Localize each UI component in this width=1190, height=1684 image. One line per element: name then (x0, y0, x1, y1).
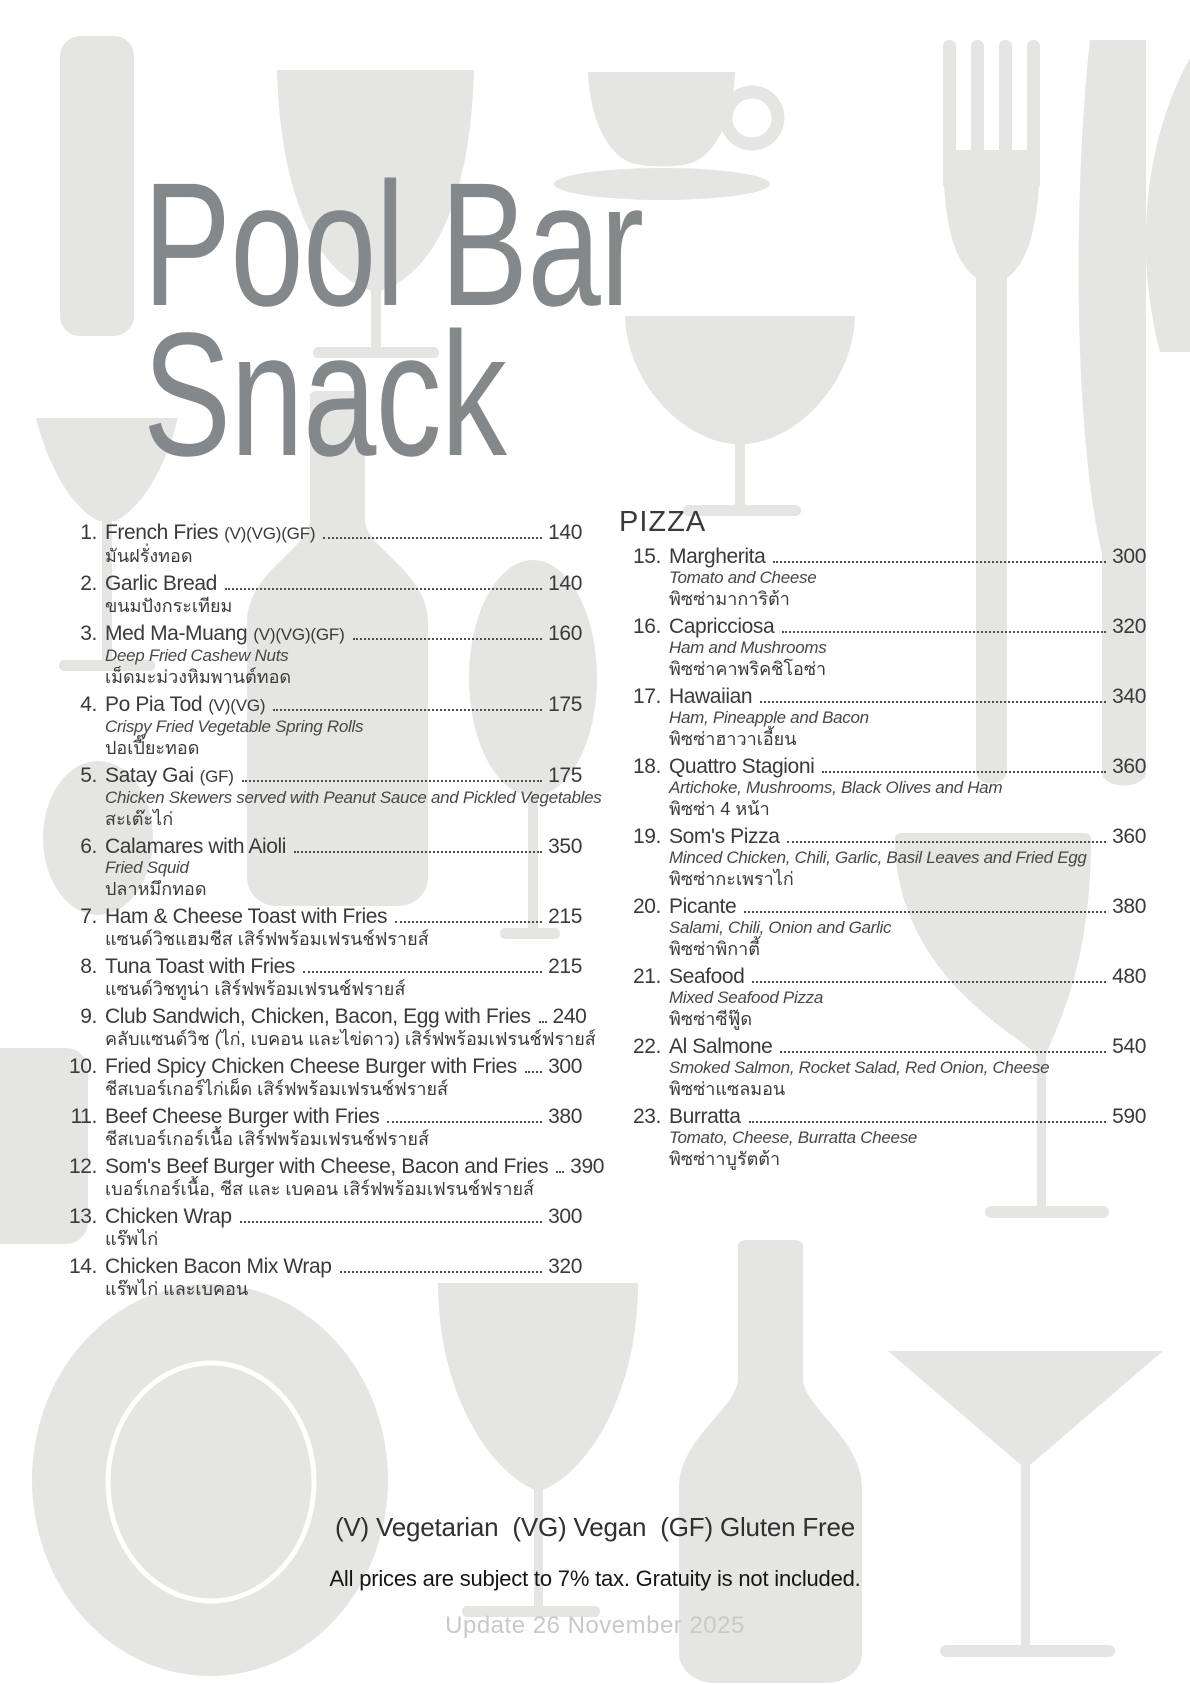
item-row (45, 905, 582, 928)
coupe-glass-silhouette (625, 316, 855, 516)
item-row (45, 764, 582, 788)
pizza-heading: PIZZA (619, 506, 707, 538)
item-description-th: พิซซ่าพิกาตี้ (669, 939, 760, 959)
item-name-text: Seafood (669, 965, 745, 988)
dotted-leader (303, 971, 542, 973)
item-price: 175 (548, 693, 582, 716)
item-name (669, 545, 765, 568)
item-name-text: Margherita (669, 545, 766, 568)
tall-glass-silhouette (60, 36, 134, 336)
dotted-leader (240, 1221, 542, 1223)
item-description-th: พิซซ่าแซลมอน (669, 1079, 786, 1099)
menu-item (45, 1155, 605, 1200)
item-description-th: แร๊พไก่ (105, 1229, 159, 1249)
menu-item (45, 1255, 582, 1300)
item-name-text: Al Salmone (669, 1035, 773, 1058)
menu-item (45, 764, 602, 830)
item-name-text: Chicken Wrap (105, 1205, 232, 1228)
item-description-th: พิซซ่าซีฟู๊ด (669, 1009, 753, 1029)
item-description-th: แซนด์วิชแฮมชีส เสิร์ฟพร้อมเฟรนช์ฟรายส์ (105, 929, 429, 949)
item-row (45, 622, 582, 646)
item-price: 380 (548, 1105, 582, 1128)
menu-item (609, 965, 1146, 1030)
item-row (45, 835, 582, 858)
menu-item (609, 825, 1146, 890)
item-price: 215 (548, 955, 582, 978)
item-description-en: Ham, Pineapple and Bacon (669, 708, 869, 727)
dotted-leader (782, 631, 1106, 633)
item-name (669, 1105, 741, 1128)
item-name-text: Quattro Stagioni (669, 755, 815, 778)
item-name (105, 955, 295, 978)
item-row (609, 825, 1146, 848)
item-description-en: Smoked Salmon, Rocket Salad, Red Onion, Cheese (669, 1058, 1050, 1077)
item-description-th: พิซซ่าาบูรัตต้า (669, 1149, 781, 1169)
item-number: 1. (80, 521, 97, 544)
dotted-leader (242, 780, 542, 782)
item-number: 20. (633, 895, 661, 918)
item-number: 17. (633, 685, 661, 708)
dotted-leader (539, 1021, 547, 1023)
item-description-en: Artichoke, Mushrooms, Black Olives and Ham (669, 778, 1003, 797)
item-description-th: พิซซ่ามาการิต้า (669, 589, 790, 609)
item-description-th: ชีสเบอร์เกอร์เนื้อ เสิร์ฟพร้อมเฟรนช์ฟรายส์ (105, 1129, 429, 1149)
item-name (105, 1055, 517, 1078)
item-name-text: Med Ma-Muang (105, 622, 248, 645)
item-number: 11. (70, 1105, 97, 1128)
item-price: 380 (1112, 895, 1146, 918)
item-name (669, 1035, 772, 1058)
item-row (609, 755, 1146, 778)
dietary-tags: (GF) (199, 767, 234, 786)
item-row (45, 1255, 582, 1278)
item-row (609, 615, 1146, 638)
dotted-leader (752, 981, 1106, 983)
dotted-leader (556, 1171, 564, 1173)
dotted-leader (749, 1121, 1107, 1123)
pizza-column (609, 505, 1146, 1175)
item-number: 15. (633, 545, 661, 568)
dotted-leader (822, 771, 1106, 773)
menu-item (609, 895, 1146, 960)
item-name-text: Hawaiian (669, 685, 753, 708)
corner-curve-silhouette (1146, 58, 1190, 352)
item-name (105, 1005, 531, 1028)
item-price: 350 (548, 835, 582, 858)
dotted-leader (395, 921, 542, 923)
item-name (669, 825, 779, 848)
title-line-1: Pool Bar (143, 146, 644, 343)
item-price: 320 (1112, 615, 1146, 638)
item-description-en: Minced Chicken, Chili, Garlic, Basil Leaves and Fried Egg (669, 848, 1087, 867)
item-description-en: Crispy Fried Vegetable Spring Rolls (105, 717, 364, 736)
item-name (105, 572, 217, 595)
item-description-th: แซนด์วิชทูน่า เสิร์ฟพร้อมเฟรนช์ฟรายส์ (105, 979, 406, 999)
item-name-text: Tuna Toast with Fries (105, 955, 296, 978)
item-price: 540 (1112, 1035, 1146, 1058)
item-price: 480 (1112, 965, 1146, 988)
item-number: 5. (80, 764, 97, 787)
menu-item (45, 622, 582, 688)
item-number: 19. (633, 825, 661, 848)
item-number: 10. (69, 1055, 97, 1078)
item-description-th: ปอเปี๊ยะทอด (105, 738, 200, 758)
item-name (105, 622, 345, 646)
dotted-leader (353, 638, 543, 640)
title-line-2: Snack (143, 296, 507, 493)
item-name-text: Som's Beef Burger with Cheese, Bacon and Fries (105, 1155, 549, 1178)
dotted-leader (780, 1051, 1106, 1053)
item-description-th: ขนมปังกระเทียม (105, 596, 233, 616)
item-name-text: Burratta (669, 1105, 741, 1128)
item-name (105, 1255, 332, 1278)
item-number: 6. (80, 835, 97, 858)
item-name (105, 1155, 548, 1178)
dotted-leader (525, 1071, 542, 1073)
item-name-text: Satay Gai (105, 764, 194, 787)
menu-item (45, 905, 582, 950)
item-name-text: Picante (669, 895, 737, 918)
item-row (45, 693, 582, 717)
dietary-tags: (V)(VG) (208, 696, 266, 715)
item-row (609, 895, 1146, 918)
item-name-text: Fried Spicy Chicken Cheese Burger with Fries (105, 1055, 517, 1078)
item-price: 215 (548, 905, 582, 928)
item-row (45, 1005, 587, 1028)
item-price: 240 (552, 1005, 587, 1028)
menu-item (609, 1035, 1146, 1100)
item-name (669, 755, 814, 778)
item-price: 590 (1112, 1105, 1146, 1128)
page-title (143, 146, 644, 493)
dotted-leader (387, 1121, 542, 1123)
item-number: 3. (80, 622, 97, 645)
menu-item (45, 572, 582, 617)
item-name (669, 965, 744, 988)
item-name (105, 1205, 232, 1228)
menu-item (45, 835, 582, 900)
item-name-text: Calamares with Aioli (105, 835, 287, 858)
menu-item (609, 1105, 1146, 1170)
item-price: 300 (1112, 545, 1146, 568)
menu-item (609, 615, 1146, 680)
item-description-th: พิซซ่าคาพริคชิโอซ่า (669, 659, 827, 679)
item-description-th: พิซซ่าฮาวาเอี้ยน (669, 729, 797, 749)
item-description-th: เบอร์เกอร์เนื้อ, ชีส และ เบคอน เสิร์ฟพร้อมเฟรนช์ฟรายส์ (105, 1179, 534, 1199)
item-number: 16. (633, 615, 661, 638)
item-name-text: Chicken Bacon Mix Wrap (105, 1255, 332, 1278)
menu-item (45, 693, 582, 759)
pizza-item-list (609, 545, 1146, 1170)
item-description-en: Ham and Mushrooms (669, 638, 827, 657)
item-price: 300 (548, 1055, 582, 1078)
item-number: 18. (633, 755, 661, 778)
item-number: 14. (69, 1255, 97, 1278)
dotted-leader (787, 841, 1106, 843)
item-price: 140 (548, 521, 582, 544)
item-description-en: Fried Squid (105, 858, 189, 877)
item-name (105, 1105, 379, 1128)
menu-item (45, 1205, 582, 1250)
item-row (609, 1105, 1146, 1128)
item-row (609, 1035, 1146, 1058)
menu-item (45, 1005, 596, 1050)
item-number: 4. (80, 693, 97, 716)
item-name-text: Garlic Bread (105, 572, 217, 595)
item-price: 360 (1112, 755, 1146, 778)
item-row (45, 1105, 582, 1128)
item-number: 21. (633, 965, 661, 988)
item-name (669, 685, 752, 708)
item-number: 13. (69, 1205, 97, 1228)
item-number: 12. (69, 1155, 97, 1178)
item-name (105, 905, 387, 928)
item-name (105, 693, 265, 717)
item-description-th: พิซซ่ากะเพราไก่ (669, 869, 794, 889)
tax-note: All prices are subject to 7% tax. Gratuity is not included. (329, 1566, 861, 1591)
dotted-leader (273, 709, 542, 711)
menu-item (45, 521, 582, 567)
item-description-th: คลับแซนด์วิช (ไก่, เบคอน และไข่ดาว) เสิร์ฟพร้อมเฟรนช์ฟรายส์ (105, 1029, 596, 1049)
update-date: Update 26 November 2025 (445, 1612, 745, 1639)
item-name (105, 521, 315, 545)
item-name-text: Ham & Cheese Toast with Fries (105, 905, 388, 928)
item-number: 23. (633, 1105, 661, 1128)
item-name-text: Po Pia Tod (105, 693, 203, 716)
item-number: 2. (80, 572, 97, 595)
item-price: 320 (548, 1255, 582, 1278)
item-number: 9. (80, 1005, 97, 1028)
item-description-th: ชีสเบอร์เกอร์ไก่เผ็ด เสิร์ฟพร้อมเฟรนช์ฟรายส์ (105, 1079, 449, 1099)
item-row (609, 965, 1146, 988)
item-description-en: Mixed Seafood Pizza (669, 988, 823, 1007)
item-number: 8. (80, 955, 97, 978)
item-name (669, 615, 774, 638)
item-price: 360 (1112, 825, 1146, 848)
menu-item (609, 545, 1146, 610)
item-price: 300 (548, 1205, 582, 1228)
menu-item (609, 755, 1146, 820)
item-description-th: ปลาหมึกทอด (105, 879, 207, 899)
menu-item (609, 685, 1146, 750)
dotted-leader (323, 537, 542, 539)
item-name (669, 895, 736, 918)
item-description-en: Tomato, Cheese, Burratta Cheese (669, 1128, 918, 1147)
dotted-leader (340, 1271, 543, 1273)
item-description-th: มันฝรั่งทอด (105, 546, 193, 566)
menu-item (45, 955, 582, 1000)
item-description-en: Tomato and Cheese (669, 568, 817, 587)
item-name-text: Club Sandwich, Chicken, Bacon, Egg with Fries (105, 1005, 531, 1028)
item-name (105, 764, 234, 788)
dietary-legend: (V) Vegetarian (VG) Vegan (GF) Gluten Free (334, 1512, 856, 1542)
item-description-th: พิซซ่า 4 หน้า (669, 799, 770, 819)
menu-item (45, 1105, 582, 1150)
item-price: 175 (548, 764, 582, 787)
item-number: 7. (80, 905, 97, 928)
item-name-text: Beef Cheese Burger with Fries (105, 1105, 380, 1128)
snack-column (45, 521, 605, 1305)
dietary-tags: (V)(VG)(GF) (224, 524, 316, 543)
item-row (45, 1205, 582, 1228)
item-description-th: สะเต๊ะไก่ (105, 809, 174, 829)
dotted-leader (225, 588, 542, 590)
item-price: 390 (570, 1155, 605, 1178)
item-description-en: Salami, Chili, Onion and Garlic (669, 918, 892, 937)
dotted-leader (744, 911, 1106, 913)
item-row (45, 572, 582, 595)
item-name-text: French Fries (105, 521, 219, 544)
item-row (45, 955, 582, 978)
item-name-text: Capricciosa (669, 615, 775, 638)
item-price: 140 (548, 572, 582, 595)
item-price: 160 (548, 622, 582, 645)
item-row (45, 1155, 605, 1178)
item-name (105, 835, 286, 858)
dietary-tags: (V)(VG)(GF) (253, 625, 345, 644)
item-description-en: Deep Fried Cashew Nuts (105, 646, 289, 665)
item-row (45, 521, 582, 545)
item-row (609, 545, 1146, 568)
item-row (609, 685, 1146, 708)
item-name-text: Som's Pizza (669, 825, 780, 848)
menu-item (45, 1055, 582, 1100)
dotted-leader (294, 851, 542, 853)
item-description-th: เม็ดมะม่วงหิมพานต์ทอด (105, 667, 292, 687)
item-description-th: แร๊พไก่ และเบคอน (105, 1279, 249, 1299)
item-row (45, 1055, 582, 1078)
item-number: 22. (633, 1035, 661, 1058)
dotted-leader (773, 561, 1106, 563)
dotted-leader (760, 701, 1106, 703)
item-price: 340 (1112, 685, 1146, 708)
item-description-en: Chicken Skewers served with Peanut Sauce and Pickled Vegetables (105, 788, 602, 807)
